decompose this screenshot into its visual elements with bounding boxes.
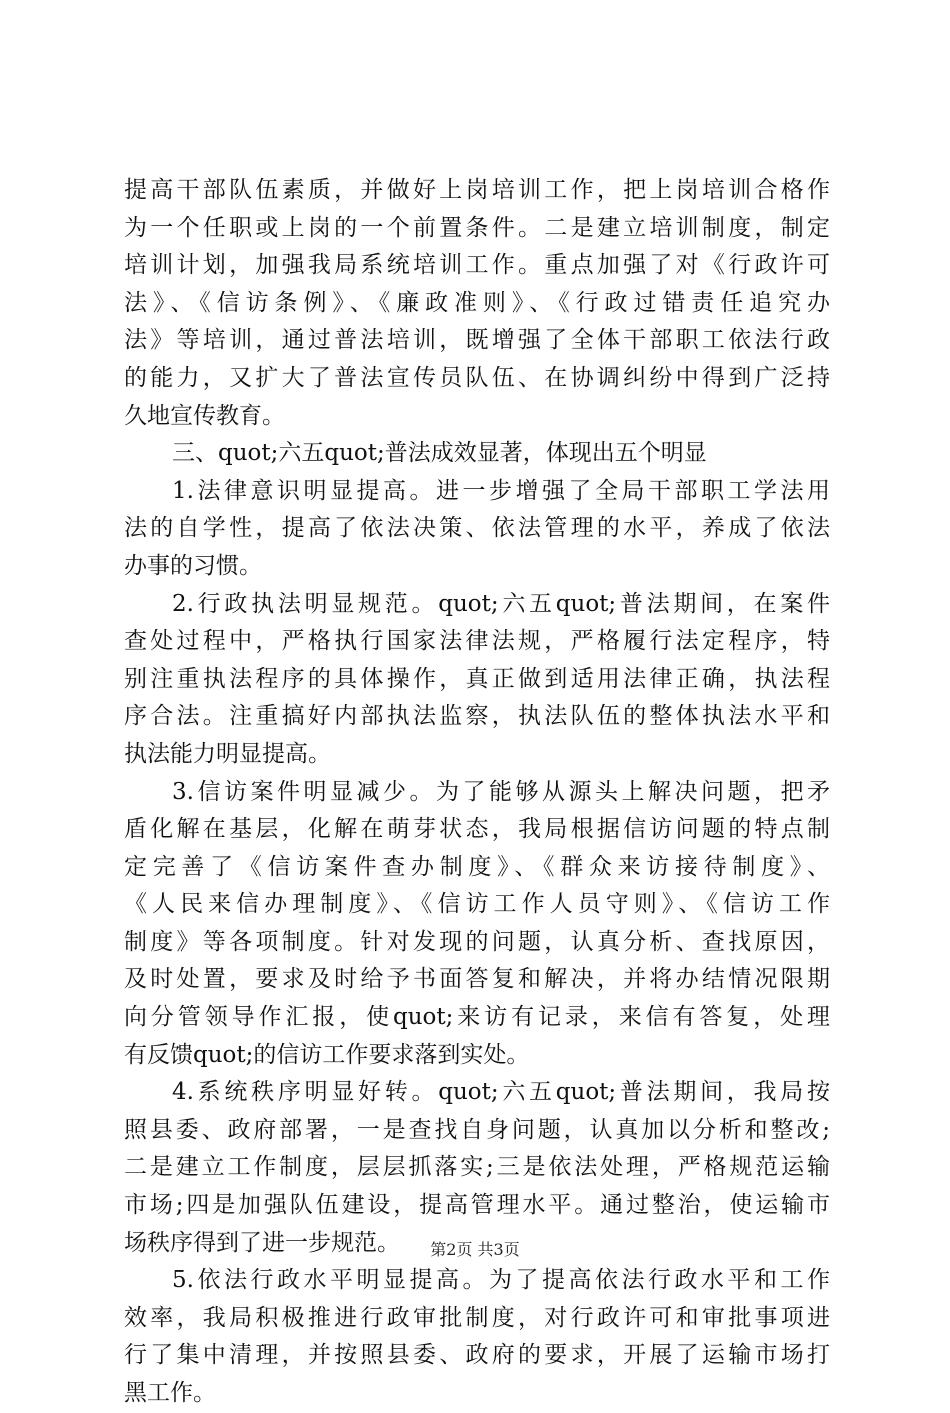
text-line: 向分管领导作汇报，使quot;来访有记录，来信有答复，处理 (124, 1004, 830, 1031)
text-line: 二是建立工作制度，层层抓落实;三是依法处理，严格规范运输 (124, 1154, 830, 1181)
text-line: 3.信访案件明显减少。为了能够从源头上解决问题，把矛 (172, 778, 830, 805)
text-line: 定完善了《信访案件查办制度》、《群众来访接待制度》、 (124, 853, 830, 880)
text-line: 的能力，又扩大了普法宣传员队伍、在协调纠纷中得到广泛持 (124, 364, 830, 391)
text-line: 1.法律意识明显提高。进一步增强了全局干部职工学法用 (172, 477, 830, 504)
text-line: 及时处置，要求及时给予书面答复和解决，并将办结情况限期 (124, 966, 830, 993)
text-line: 2.行政执法明显规范。quot;六五quot;普法期间，在案件 (172, 590, 830, 617)
text-line: 久地宣传教育。 (124, 402, 285, 429)
text-line: 《人民来信办理制度》、《信访工作人员守则》、《信访工作 (124, 891, 830, 918)
text-line: 为一个任职或上岗的一个前置条件。二是建立培训制度，制定 (124, 214, 830, 241)
text-line: 三、quot;六五quot;普法成效显著，体现出五个明显 (172, 440, 707, 467)
text-line: 培训计划，加强我局系统培训工作。重点加强了对《行政许可 (124, 252, 830, 279)
text-line: 提高干部队伍素质，并做好上岗培训工作，把上岗培训合格作 (124, 177, 830, 203)
text-line: 效率，我局积极推进行政审批制度，对行政许可和审批事项进 (124, 1304, 830, 1331)
text-line: 黑工作。 (124, 1380, 216, 1406)
text-line: 法》、《信访条例》、《廉政准则》、《行政过错责任追究办 (124, 289, 830, 316)
text-line: 法的自学性，提高了依法决策、依法管理的水平，养成了依法 (124, 515, 830, 542)
text-line: 制度》等各项制度。针对发现的问题，认真分析、查找原因， (124, 928, 830, 955)
text-line: 别注重执法程序的具体操作，真正做到适用法律正确，执法程 (124, 665, 830, 692)
text-line: 盾化解在基层，化解在萌芽状态，我局根据信访问题的特点制 (124, 816, 830, 843)
text-line: 4.系统秩序明显好转。quot;六五quot;普法期间，我局按 (172, 1079, 830, 1106)
text-line: 有反馈quot;的信访工作要求落到实处。 (124, 1041, 530, 1068)
text-line: 5.依法行政水平明显提高。为了提高依法行政水平和工作 (172, 1267, 830, 1294)
text-line: 市场;四是加强队伍建设，提高管理水平。通过整治，使运输市 (124, 1192, 830, 1219)
text-line: 法》等培训，通过普法培训，既增强了全体干部职工依法行政 (124, 327, 830, 354)
text-line: 照县委、政府部署，一是查找自身问题，认真加以分析和整改; (124, 1116, 830, 1143)
text-line: 办事的习惯。 (124, 552, 262, 579)
page-footer: 第2页 共3页 (430, 1240, 520, 1259)
text-line: 场秩序得到了进一步规范。 (124, 1229, 400, 1256)
text-line: 序合法。注重搞好内部执法监察，执法队伍的整体执法水平和 (124, 703, 830, 730)
text-line: 行了集中清理，并按照县委、政府的要求，开展了运输市场打 (124, 1342, 830, 1369)
text-line: 查处过程中，严格执行国家法律法规，严格履行法定程序，特 (124, 628, 830, 655)
text-line: 执法能力明显提高。 (124, 740, 331, 767)
document-body (124, 172, 830, 1413)
